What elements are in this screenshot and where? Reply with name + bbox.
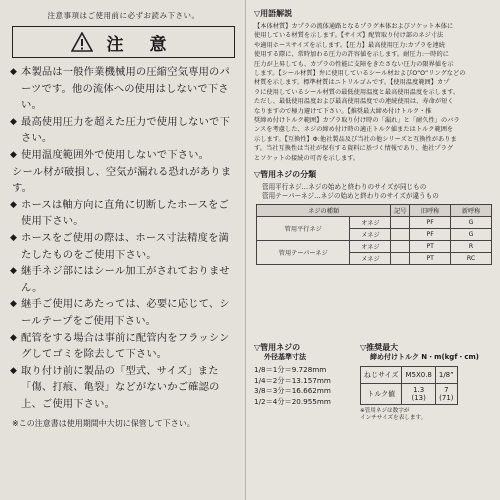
glossary-title: ▽用語解説 [254,9,293,18]
table-cell: 1/8” [435,367,457,384]
list-item: ◆ ホースをご使用の際は、ホース寸法精度を満たしたものをご使用下さい。 [10,231,229,261]
torque-table [360,366,458,405]
thread-description [262,183,494,201]
dimensions-title-2: 外径基準寸法 [264,353,306,361]
table-cell: PF [410,229,451,241]
glossary-line: 奨締め付けトルク範囲】カプラ取り付け時の「漏れ」と「耐久性」のバラ [254,117,460,125]
glossary-line: す。当社互換性は当社が保有する資料に基づく情報であり、他社プラグ [254,145,454,153]
glossary-line: 材質を示します。標準材質はニトリルゴムです。【使用温度範囲】カプ [254,79,450,87]
warning-header [12,26,235,58]
list-item: ◆ 継手ネジ部にはシール加工がされておりません。 [10,265,230,294]
table-cell: G [451,229,492,241]
table-cell: メネジ [350,229,391,241]
left-panel [0,0,246,500]
table-header: ネジの種類 [257,205,391,217]
table-cell: PF [410,217,451,229]
table-cell: G [451,217,492,229]
glossary-line: 圧力が上昇しても、カプラの性能に支障をきたさない圧力の限界値を示 [254,60,454,68]
glossary-text [254,22,494,163]
list-item: ◆ 配管をする場合は事前に配管内をフラッシングしてゴミを除去して下さい。 [10,331,230,361]
glossary-line: 示します。【互換性】Φ:他社製品及び当社の他シリーズと互換性がありま [254,135,457,143]
list-item: ◆ 取り付け前に製品の「型式、サイズ」また「傷、打痕、亀裂」などがないかご確認の上、ご使用下さい。 [10,364,220,410]
dimension-list [254,365,358,407]
table-header: 記号 [391,205,410,217]
table-cell: オネジ [350,241,391,253]
right-panel [247,0,500,500]
glossary-line: や適用ホースサイズを示します。【圧力】最高使用圧力:カプラを連続 [254,41,445,49]
table-cell: トルク値 [361,384,402,405]
thread-desc-line: 管用テーパーネジ…ネジの始めと終わりのサイズが違うもの [262,192,439,201]
list-item: ◆ 継手ご使用にあたっては、必要に応じて、シールテープをご使用下さい。 [10,298,230,327]
storage-footnote: ※この注意書は使用期間中大切に保管して下さい。 [12,419,195,429]
glossary-line: します。【シール材質】弁に使用しているシール材およびO“O”リングなどの [254,70,466,78]
torque-title-1: ▽推奨最大 [360,343,399,352]
glossary-line: とソケットの接続の可否を示します。 [254,154,360,162]
torque-note-line: インチサイズを表します。 [360,415,427,422]
table-cell: メネジ [350,253,391,265]
table-cell: RC [451,253,492,265]
table-cell: PT [410,253,451,265]
caution-list [10,64,237,412]
table-header: 旧呼称 [410,205,451,217]
table-cell [391,241,410,253]
pipe-thread-dimensions [254,343,358,407]
torque-note [360,408,494,422]
thread-table [256,204,492,265]
torque-section [360,343,494,422]
table-cell [391,253,410,265]
list-item: ◆ ホースは軸方向に直角に切断したホースをご使用下さい。 [10,198,229,228]
warning-title: 注 意 [106,34,177,55]
list-item: 1/8＝1分＝9.728mm [254,365,327,374]
table-header-row [257,205,492,217]
table-cell: R [451,241,492,253]
table-cell: 管用テーパーネジ [257,241,350,265]
table-row [257,241,492,253]
table-row [257,217,492,229]
table-cell: ねじサイズ [361,367,402,384]
list-item: シール材が破損し、空気が漏れる恐れがあります。 [12,165,232,195]
table-cell [391,229,410,241]
list-item: 3/8＝3分＝16.662mm [254,386,331,396]
table-cell: 7 (71) [435,384,457,405]
list-item: ◆ 最高使用圧力を超えた圧力で使用しないで下さい。 [10,115,230,145]
torque-title-2: 締め付けトルク N・m(kgf・cm) [370,353,480,361]
table-cell: M5X0.8 [402,367,435,384]
glossary-line: 使用する際に、常時加わる圧力の許容値を示します。耐圧力:一時的に [254,51,449,59]
thread-classification-title: ▽管用ネジの分類 [254,170,317,180]
thread-desc-line: 管用平行ネジ…ネジの始めと終わりのサイズが同じもの [262,183,427,192]
table-row [361,367,458,384]
table-cell: 1.3 (13) [402,384,435,405]
dimensions-title-1: ▽管用ネジの [254,343,301,352]
list-item: 1/2＝4分＝20.955mm [254,396,331,406]
table-row [361,384,458,405]
read-before-use-notice: 注意事項はご使用前に必ずお読み下さい。 [47,11,200,20]
table-cell: 管用平行ネジ [257,217,350,241]
glossary-line: なりますので極力避けて下さい。【推奨最大締め付けトルク・推 [254,107,432,115]
list-item: ◆ 使用温度範囲外で使用しないで下さい。 [10,148,210,161]
table-cell: PT [410,241,451,253]
table-header: 新呼称 [451,205,492,217]
glossary-line: ラに使用しているシール材質の最低使用温度と最高使用温度を示します。 [254,88,460,96]
warning-icon [71,32,93,52]
glossary-line: 【本体材質】カプラの流体通路となるプラグ本体およびソケット本体に [254,23,454,30]
list-item: 1/4＝2分＝13.157mm [254,375,331,385]
glossary-line: ンスを考慮した、ネジの締め付け時の適正トルク値またはトルク範囲を [254,126,454,134]
list-item: ◆ 本製品は一般作業機械用の圧縮空気専用のパーツです。他の流体への使用はしないで下さい。 [10,66,230,112]
table-cell [391,217,410,229]
torque-note-line: ※管用ネジは数字が [360,408,410,414]
table-cell: オネジ [350,217,391,229]
glossary-line: 使用している材質を示します。【サイズ】配管取り付け部のネジ寸法 [254,32,444,40]
glossary-line: ただし、最低使用温度および最高使用温度での連続使用は、寿命が短く [254,98,454,106]
